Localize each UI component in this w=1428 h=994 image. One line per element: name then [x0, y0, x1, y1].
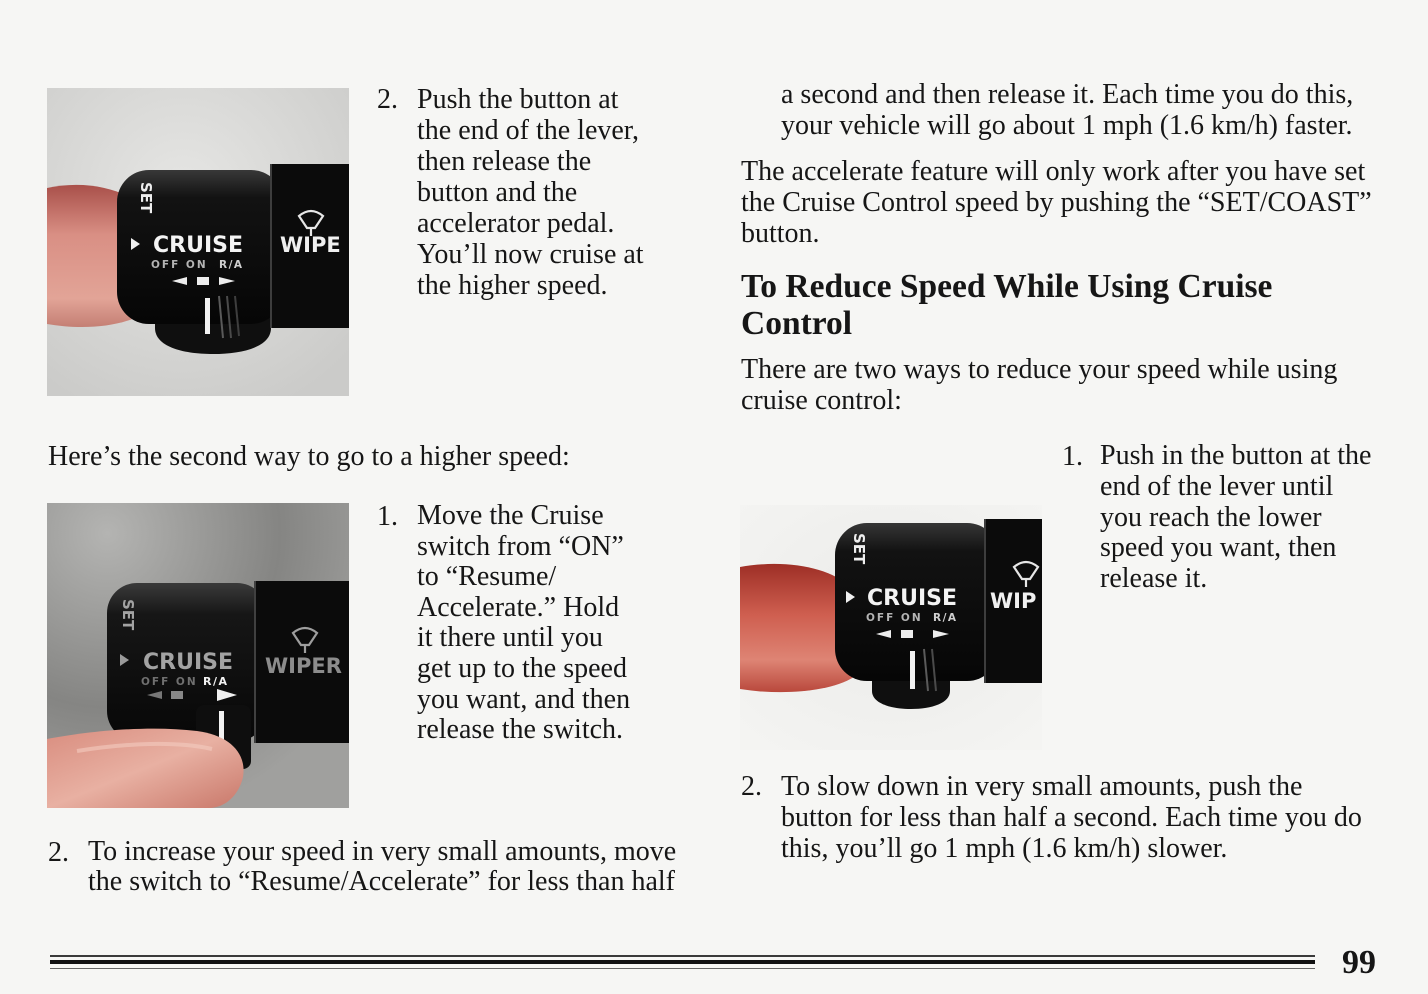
set-label: SET: [137, 182, 155, 214]
resume-label: R/A: [933, 612, 958, 624]
cruise-label: CRUISE: [143, 650, 234, 675]
higher-speed-step-2-text: [417, 84, 644, 301]
cruise-lever-photo-push-button: [47, 88, 349, 396]
text-line: button and the: [417, 177, 578, 208]
heading-line: To Reduce Speed While Using Cruise: [741, 268, 1273, 305]
text-line: release it.: [1100, 563, 1208, 595]
text-line: the Cruise Control speed by pushing the “SET/COAST”: [741, 187, 1372, 218]
text-line: the higher speed.: [417, 270, 608, 301]
second-way-step-2-text: [88, 837, 676, 897]
text-line: There are two ways to reduce your speed while using: [741, 354, 1338, 385]
reduce-step-1-text: [1100, 441, 1371, 595]
mode-labels: OFF ON: [141, 676, 198, 688]
footer-rule-main: [50, 960, 1315, 964]
mode-labels: OFF ON: [866, 612, 923, 624]
footer-rule-top: [50, 955, 1315, 957]
text-line: cruise control:: [741, 385, 902, 416]
text-line: your vehicle will go about 1 mph (1.6 km/h) faster.: [781, 110, 1353, 141]
cruise-label: CRUISE: [153, 233, 244, 258]
text-line: Push the button at: [417, 84, 619, 115]
text-line: then release the: [417, 146, 592, 177]
text-line: To increase your speed in very small amounts, move: [88, 836, 677, 867]
finger: [47, 729, 244, 808]
text-line: button for less than half a second. Each time you do: [781, 802, 1362, 833]
second-way-step-1-text: [417, 501, 630, 746]
step-number: 1.: [377, 501, 398, 532]
text-line: accelerator pedal.: [417, 208, 615, 239]
step-2-continued-text: [781, 79, 1353, 141]
text-line: release the switch.: [417, 714, 624, 746]
text-line: speed you want, then: [1100, 532, 1337, 564]
text-line: button.: [741, 218, 820, 249]
resume-label: R/A: [203, 675, 229, 688]
text-line: end of the lever until: [1100, 470, 1334, 502]
second-way-intro: Here’s the second way to go to a higher speed:: [48, 441, 570, 472]
reduce-step-2-text: [781, 771, 1362, 864]
text-line: to “Resume/: [417, 561, 557, 593]
text-line: you reach the lower: [1100, 501, 1322, 533]
cruise-lever-photo-reduce-speed: [740, 505, 1042, 750]
accelerate-note: [741, 156, 1372, 249]
set-label: SET: [119, 599, 137, 631]
step-number: 2.: [741, 771, 762, 802]
text-line: the end of the lever,: [417, 115, 640, 146]
text-line: To slow down in very small amounts, push the: [781, 771, 1303, 802]
wiper-label: WIPER: [265, 654, 342, 678]
set-label: SET: [850, 533, 868, 565]
text-line: you want, and then: [417, 683, 631, 715]
text-line: You’ll now cruise at: [417, 239, 644, 270]
text-line: Push in the button at the: [1100, 440, 1372, 471]
footer-rule-bottom: [50, 968, 1315, 969]
text-line: Move the Cruise: [417, 500, 604, 531]
resume-label: R/A: [219, 259, 244, 271]
step-number: 1.: [1062, 441, 1083, 472]
text-line: it there until you: [417, 622, 603, 654]
step-number: 2.: [48, 837, 69, 868]
reduce-intro: [741, 354, 1337, 416]
mode-labels: OFF ON: [151, 259, 208, 271]
cruise-lever-photo-resume-switch: [47, 503, 349, 808]
text-line: The accelerate feature will only work after you have set: [741, 156, 1366, 187]
text-line: this, you’ll go 1 mph (1.6 km/h) slower.: [781, 833, 1228, 864]
page-number: 99: [1342, 944, 1376, 981]
text-line: get up to the speed: [417, 652, 627, 684]
text-line: Accelerate.” Hold: [417, 591, 620, 623]
text-line: the switch to “Resume/Accelerate” for less than half: [88, 866, 675, 897]
text-line: switch from “ON”: [417, 530, 624, 562]
heading-line: Control: [741, 305, 853, 342]
step-number: 2.: [377, 84, 398, 115]
wiper-label: WIPE: [280, 233, 341, 257]
wiper-label: WIP: [990, 589, 1037, 613]
section-heading: [741, 268, 1272, 342]
text-line: a second and then release it. Each time you do this,: [781, 79, 1354, 110]
cruise-label: CRUISE: [867, 586, 958, 611]
